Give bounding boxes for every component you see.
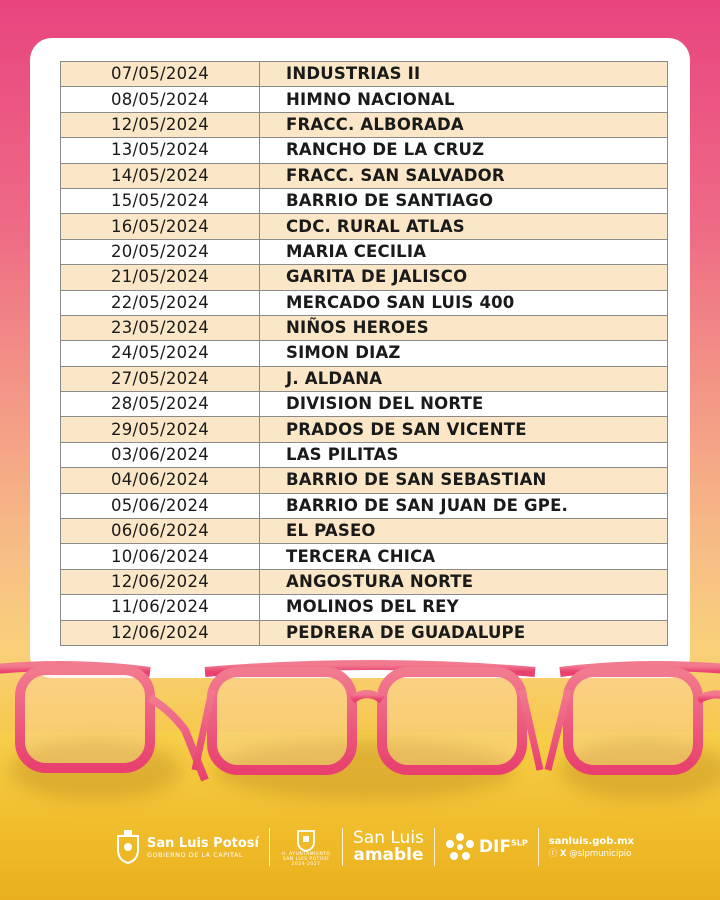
date-cell: 22/05/2024 (61, 290, 260, 315)
location-cell: FRACC. ALBORADA (260, 112, 668, 137)
table-row (61, 239, 668, 264)
table-row (61, 62, 668, 87)
location-cell: MERCADO SAN LUIS 400 (260, 290, 668, 315)
date-cell: 28/05/2024 (61, 392, 260, 417)
dif-logo (479, 837, 528, 857)
date-cell: 11/06/2024 (61, 595, 260, 620)
table-row (61, 417, 668, 442)
location-cell: NIÑOS HEROES (260, 315, 668, 340)
amable-line1: San Luis (352, 828, 424, 848)
footer-logos (115, 822, 715, 872)
table-row (61, 519, 668, 544)
san-luis-amable-logo (353, 830, 424, 864)
table-row (61, 493, 668, 518)
slp-logo (147, 836, 259, 859)
date-cell: 16/05/2024 (61, 214, 260, 239)
location-cell: J. ALDANA (260, 366, 668, 391)
location-cell: PRADOS DE SAN VICENTE (260, 417, 668, 442)
location-cell: TERCERA CHICA (260, 544, 668, 569)
table-row (61, 366, 668, 391)
date-cell: 27/05/2024 (61, 366, 260, 391)
date-cell: 24/05/2024 (61, 341, 260, 366)
location-cell: FRACC. SAN SALVADOR (260, 163, 668, 188)
table-row (61, 442, 668, 467)
date-cell: 12/06/2024 (61, 620, 260, 645)
contact-info (549, 836, 634, 859)
location-cell: RANCHO DE LA CRUZ (260, 138, 668, 163)
facebook-icon: ⓕ (548, 848, 558, 859)
date-cell: 03/06/2024 (61, 442, 260, 467)
location-cell: CDC. RURAL ATLAS (260, 214, 668, 239)
schedule-table (60, 61, 668, 646)
table-row (61, 265, 668, 290)
table-row (61, 569, 668, 594)
table-row (61, 163, 668, 188)
glasses-left (0, 666, 205, 780)
date-cell: 08/05/2024 (61, 87, 260, 112)
date-cell: 29/05/2024 (61, 417, 260, 442)
table-row (61, 392, 668, 417)
divider (538, 828, 539, 866)
date-cell: 14/05/2024 (61, 163, 260, 188)
location-cell: BARRIO DE SANTIAGO (260, 188, 668, 213)
date-cell: 04/06/2024 (61, 468, 260, 493)
date-cell: 13/05/2024 (61, 138, 260, 163)
location-cell: DIVISION DEL NORTE (260, 392, 668, 417)
table-row (61, 112, 668, 137)
location-cell: BARRIO DE SAN SEBASTIAN (260, 468, 668, 493)
divider (342, 828, 343, 866)
date-cell: 12/05/2024 (61, 112, 260, 137)
table-row (61, 595, 668, 620)
date-cell: 21/05/2024 (61, 265, 260, 290)
dif-flower-icon (445, 832, 475, 862)
table-row (61, 468, 668, 493)
table-row (61, 341, 668, 366)
divider (269, 828, 270, 866)
location-cell: GARITA DE JALISCO (260, 265, 668, 290)
slp-name: San Luis Potosí (147, 835, 259, 851)
location-cell: MARIA CECILIA (260, 239, 668, 264)
coat-of-arms-icon (115, 830, 141, 864)
table-row (61, 315, 668, 340)
glasses-right (548, 666, 720, 770)
ayuntamiento-seal-icon (296, 828, 316, 852)
divider (434, 828, 435, 866)
x-icon: X (559, 848, 567, 859)
eyeglasses-illustration (0, 650, 720, 790)
location-cell: HIMNO NACIONAL (260, 87, 668, 112)
date-cell: 10/06/2024 (61, 544, 260, 569)
location-cell: MOLINOS DEL REY (260, 595, 668, 620)
date-cell: 12/06/2024 (61, 569, 260, 594)
dif-slp: SLP (510, 838, 528, 848)
ayuntamiento-logo (280, 828, 332, 867)
glasses-middle (195, 665, 540, 770)
dif-name: DIF (478, 837, 511, 857)
date-cell: 06/06/2024 (61, 519, 260, 544)
table-row (61, 214, 668, 239)
social-handle: @slpmunicipio (569, 848, 632, 859)
table-row (61, 87, 668, 112)
website: sanluis.gob.mx (548, 835, 635, 847)
table-row (61, 138, 668, 163)
location-cell: ANGOSTURA NORTE (260, 569, 668, 594)
table-row (61, 290, 668, 315)
location-cell: LAS PILITAS (260, 442, 668, 467)
slp-subtitle: GOBIERNO DE LA CAPITAL (147, 850, 244, 859)
date-cell: 23/05/2024 (61, 315, 260, 340)
date-cell: 15/05/2024 (61, 188, 260, 213)
social-handle-row (549, 847, 634, 859)
location-cell: SIMON DIAZ (260, 341, 668, 366)
amable-line2: amable (353, 845, 424, 865)
location-cell: INDUSTRIAS II (260, 62, 668, 87)
date-cell: 05/06/2024 (61, 493, 260, 518)
table-row (61, 544, 668, 569)
date-cell: 07/05/2024 (61, 62, 260, 87)
date-cell: 20/05/2024 (61, 239, 260, 264)
table-row (61, 188, 668, 213)
location-cell: PEDRERA DE GUADALUPE (260, 620, 668, 645)
location-cell: EL PASEO (260, 519, 668, 544)
table-row (61, 620, 668, 645)
ayuntamiento-text: H. AYUNTAMIENTO SAN LUIS POTOSÍ 2024-2027 (281, 851, 331, 867)
location-cell: BARRIO DE SAN JUAN DE GPE. (260, 493, 668, 518)
